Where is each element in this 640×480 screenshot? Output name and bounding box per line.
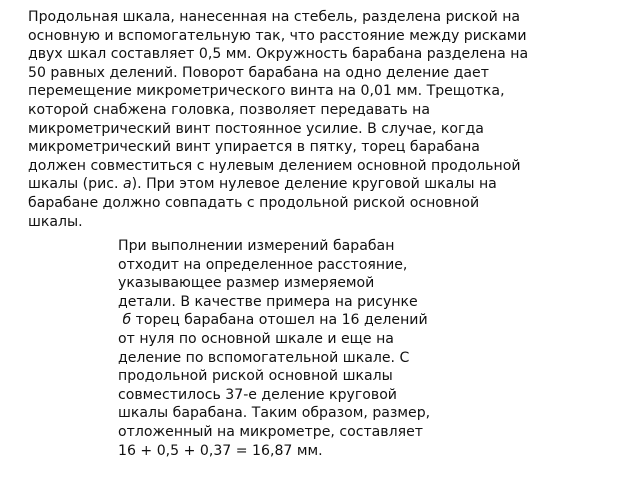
text-line: отложенный на микрометре, составляет (118, 423, 423, 440)
text-line: от нуля по основной шкале и еще на (118, 330, 394, 347)
text-line: продольной риской основной шкалы (118, 368, 393, 385)
text-segment: шкалы (рис. (28, 176, 123, 193)
text-line: микрометрический винт упирается в пятку, торец барабана (28, 139, 480, 156)
text-line: При выполнении измерений барабан (118, 238, 395, 254)
text-line: которой снабжена головка, позволяет передавать на (28, 101, 431, 118)
text-line: Продольная шкала, нанесенная на стебель, разделена риской на (28, 9, 521, 25)
text-line: перемещение микрометрического винта на 0,01 мм. Трещотка, (28, 83, 505, 100)
text-line: отходит на определенное расстояние, (118, 256, 408, 273)
text-line: барабане должно совпадать с продольной риской основной (28, 194, 480, 211)
text-segment: ). При этом нулевое деление круговой шкалы на (131, 176, 497, 193)
text-line: шкалы. (28, 213, 83, 230)
paragraph-micrometer-scales (28, 8, 528, 231)
figure-ref-b: б (118, 312, 132, 329)
text-line: деление по вспомогательной шкале. С (118, 349, 410, 366)
text-line: совместилось 37-е деление круговой (118, 386, 397, 403)
text-line: указывающее размер измеряемой (118, 275, 375, 292)
figure-ref-a: а (122, 176, 132, 193)
text-line: должен совместиться с нулевым делением основной продольной (28, 157, 521, 174)
text-line: микрометрический винт постоянное усилие. В случае, когда (28, 120, 484, 137)
text-line-figure-ref (28, 175, 528, 194)
text-segment: торец барабана отошел на 16 делений (131, 312, 428, 329)
text-line: шкалы барабана. Таким образом, размер, (118, 405, 431, 422)
paragraph-measurement-example (118, 237, 430, 460)
text-line-figure-ref (118, 311, 430, 330)
text-line: 16 + 0,5 + 0,37 = 16,87 мм. (118, 442, 323, 459)
text-line: двух шкал составляет 0,5 мм. Окружность барабана разделена на (28, 46, 529, 63)
text-line: 50 равных делений. Поворот барабана на одно деление дает (28, 64, 489, 81)
text-line: детали. В качестве примера на рисунке (118, 293, 418, 310)
text-line: основную и вспомогательную так, что расстояние между рисками (28, 27, 527, 44)
